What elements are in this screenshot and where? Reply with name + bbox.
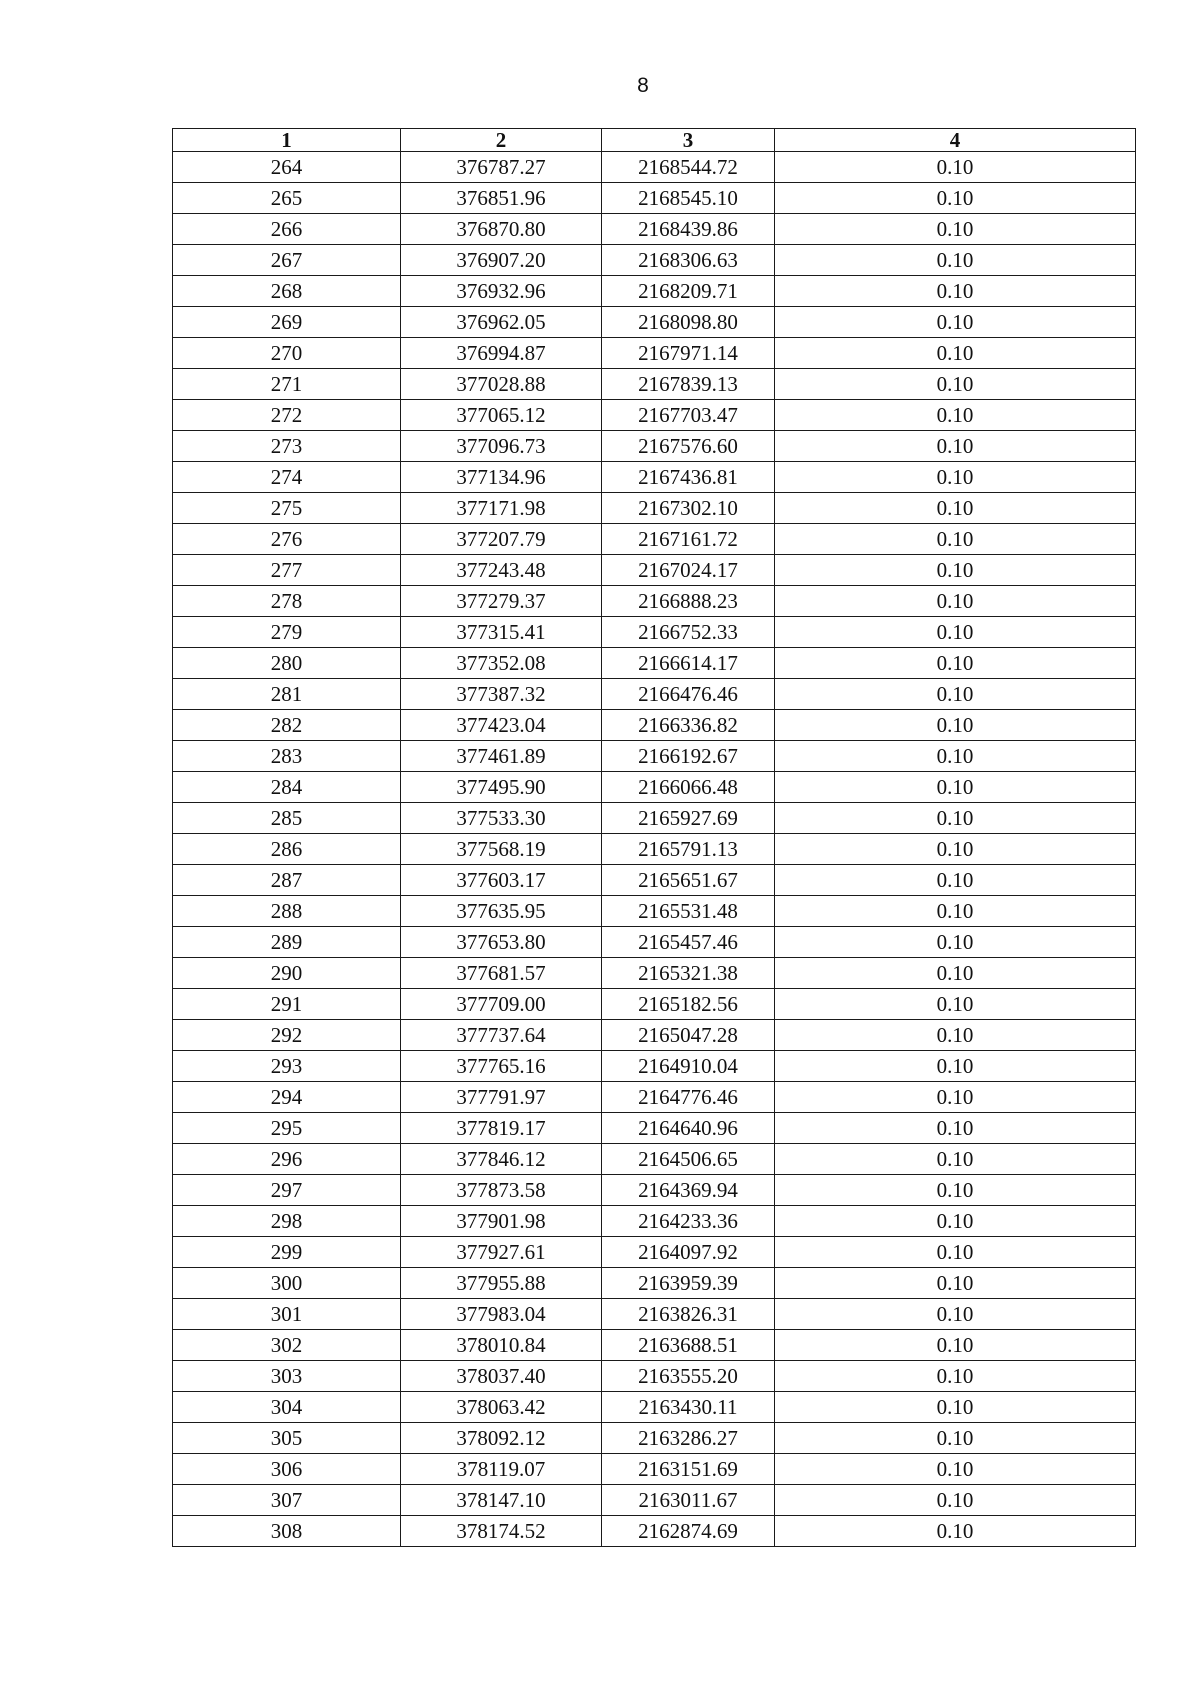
table-row <box>173 1268 1136 1299</box>
table-row <box>173 431 1136 462</box>
x-coordinate-cell: 377461.89 <box>401 741 602 772</box>
accuracy-cell: 0.10 <box>775 710 1136 741</box>
x-coordinate-cell: 377873.58 <box>401 1175 602 1206</box>
point-number-cell: 304 <box>173 1392 401 1423</box>
point-number-cell: 299 <box>173 1237 401 1268</box>
accuracy-cell: 0.10 <box>775 400 1136 431</box>
y-coordinate-cell: 2165531.48 <box>602 896 775 927</box>
y-coordinate-cell: 2163555.20 <box>602 1361 775 1392</box>
y-coordinate-cell: 2167436.81 <box>602 462 775 493</box>
table-row <box>173 307 1136 338</box>
accuracy-cell: 0.10 <box>775 214 1136 245</box>
table-row <box>173 958 1136 989</box>
y-coordinate-cell: 2163011.67 <box>602 1485 775 1516</box>
y-coordinate-cell: 2164097.92 <box>602 1237 775 1268</box>
table-row <box>173 1206 1136 1237</box>
x-coordinate-cell: 377243.48 <box>401 555 602 586</box>
accuracy-cell: 0.10 <box>775 1020 1136 1051</box>
accuracy-cell: 0.10 <box>775 865 1136 896</box>
y-coordinate-cell: 2165791.13 <box>602 834 775 865</box>
point-number-cell: 308 <box>173 1516 401 1547</box>
y-coordinate-cell: 2168209.71 <box>602 276 775 307</box>
x-coordinate-cell: 378063.42 <box>401 1392 602 1423</box>
table-row <box>173 679 1136 710</box>
table-row <box>173 834 1136 865</box>
y-coordinate-cell: 2168545.10 <box>602 183 775 214</box>
point-number-cell: 305 <box>173 1423 401 1454</box>
y-coordinate-cell: 2166336.82 <box>602 710 775 741</box>
x-coordinate-cell: 377495.90 <box>401 772 602 803</box>
accuracy-cell: 0.10 <box>775 338 1136 369</box>
y-coordinate-cell: 2167024.17 <box>602 555 775 586</box>
accuracy-cell: 0.10 <box>775 1175 1136 1206</box>
y-coordinate-cell: 2166476.46 <box>602 679 775 710</box>
point-number-cell: 290 <box>173 958 401 989</box>
table-row <box>173 555 1136 586</box>
point-number-cell: 294 <box>173 1082 401 1113</box>
y-coordinate-cell: 2163826.31 <box>602 1299 775 1330</box>
table-row <box>173 1082 1136 1113</box>
accuracy-cell: 0.10 <box>775 741 1136 772</box>
point-number-cell: 296 <box>173 1144 401 1175</box>
point-number-cell: 291 <box>173 989 401 1020</box>
table-row <box>173 524 1136 555</box>
point-number-cell: 266 <box>173 214 401 245</box>
table-row <box>173 741 1136 772</box>
x-coordinate-cell: 377635.95 <box>401 896 602 927</box>
table-row <box>173 214 1136 245</box>
x-coordinate-cell: 376851.96 <box>401 183 602 214</box>
point-number-cell: 284 <box>173 772 401 803</box>
accuracy-cell: 0.10 <box>775 1361 1136 1392</box>
accuracy-cell: 0.10 <box>775 1485 1136 1516</box>
x-coordinate-cell: 377387.32 <box>401 679 602 710</box>
x-coordinate-cell: 376870.80 <box>401 214 602 245</box>
x-coordinate-cell: 377568.19 <box>401 834 602 865</box>
accuracy-cell: 0.10 <box>775 617 1136 648</box>
table-row <box>173 710 1136 741</box>
point-number-cell: 278 <box>173 586 401 617</box>
x-coordinate-cell: 378092.12 <box>401 1423 602 1454</box>
point-number-cell: 269 <box>173 307 401 338</box>
y-coordinate-cell: 2163151.69 <box>602 1454 775 1485</box>
point-number-cell: 282 <box>173 710 401 741</box>
x-coordinate-cell: 377927.61 <box>401 1237 602 1268</box>
column-header-1: 1 <box>173 129 401 152</box>
accuracy-cell: 0.10 <box>775 307 1136 338</box>
table-row <box>173 369 1136 400</box>
x-coordinate-cell: 377901.98 <box>401 1206 602 1237</box>
table-row <box>173 462 1136 493</box>
x-coordinate-cell: 377134.96 <box>401 462 602 493</box>
point-number-cell: 303 <box>173 1361 401 1392</box>
point-number-cell: 268 <box>173 276 401 307</box>
x-coordinate-cell: 377315.41 <box>401 617 602 648</box>
y-coordinate-cell: 2165457.46 <box>602 927 775 958</box>
y-coordinate-cell: 2163430.11 <box>602 1392 775 1423</box>
y-coordinate-cell: 2164776.46 <box>602 1082 775 1113</box>
accuracy-cell: 0.10 <box>775 431 1136 462</box>
x-coordinate-cell: 377065.12 <box>401 400 602 431</box>
accuracy-cell: 0.10 <box>775 1454 1136 1485</box>
table-row <box>173 1516 1136 1547</box>
table-row <box>173 617 1136 648</box>
y-coordinate-cell: 2168439.86 <box>602 214 775 245</box>
x-coordinate-cell: 377423.04 <box>401 710 602 741</box>
point-number-cell: 271 <box>173 369 401 400</box>
x-coordinate-cell: 377207.79 <box>401 524 602 555</box>
x-coordinate-cell: 377533.30 <box>401 803 602 834</box>
x-coordinate-cell: 378037.40 <box>401 1361 602 1392</box>
coordinates-table <box>172 128 1136 1547</box>
table-row <box>173 927 1136 958</box>
x-coordinate-cell: 377709.00 <box>401 989 602 1020</box>
point-number-cell: 265 <box>173 183 401 214</box>
y-coordinate-cell: 2168306.63 <box>602 245 775 276</box>
point-number-cell: 286 <box>173 834 401 865</box>
table-row <box>173 338 1136 369</box>
y-coordinate-cell: 2166066.48 <box>602 772 775 803</box>
table-row <box>173 1237 1136 1268</box>
x-coordinate-cell: 377171.98 <box>401 493 602 524</box>
y-coordinate-cell: 2167161.72 <box>602 524 775 555</box>
point-number-cell: 288 <box>173 896 401 927</box>
accuracy-cell: 0.10 <box>775 1423 1136 1454</box>
point-number-cell: 289 <box>173 927 401 958</box>
y-coordinate-cell: 2164233.36 <box>602 1206 775 1237</box>
accuracy-cell: 0.10 <box>775 1113 1136 1144</box>
y-coordinate-cell: 2166752.33 <box>602 617 775 648</box>
table-row <box>173 1330 1136 1361</box>
point-number-cell: 275 <box>173 493 401 524</box>
y-coordinate-cell: 2165047.28 <box>602 1020 775 1051</box>
point-number-cell: 301 <box>173 1299 401 1330</box>
x-coordinate-cell: 377028.88 <box>401 369 602 400</box>
page-number: 8 <box>637 74 649 97</box>
table-row <box>173 245 1136 276</box>
accuracy-cell: 0.10 <box>775 586 1136 617</box>
point-number-cell: 285 <box>173 803 401 834</box>
accuracy-cell: 0.10 <box>775 958 1136 989</box>
x-coordinate-cell: 376787.27 <box>401 152 602 183</box>
y-coordinate-cell: 2164640.96 <box>602 1113 775 1144</box>
y-coordinate-cell: 2165321.38 <box>602 958 775 989</box>
table-row <box>173 1051 1136 1082</box>
table-row <box>173 152 1136 183</box>
point-number-cell: 279 <box>173 617 401 648</box>
point-number-cell: 298 <box>173 1206 401 1237</box>
accuracy-cell: 0.10 <box>775 1082 1136 1113</box>
y-coordinate-cell: 2164910.04 <box>602 1051 775 1082</box>
table-row <box>173 586 1136 617</box>
x-coordinate-cell: 377983.04 <box>401 1299 602 1330</box>
table-row <box>173 400 1136 431</box>
x-coordinate-cell: 376932.96 <box>401 276 602 307</box>
table-row <box>173 1485 1136 1516</box>
accuracy-cell: 0.10 <box>775 1051 1136 1082</box>
x-coordinate-cell: 377819.17 <box>401 1113 602 1144</box>
y-coordinate-cell: 2163286.27 <box>602 1423 775 1454</box>
point-number-cell: 267 <box>173 245 401 276</box>
y-coordinate-cell: 2167302.10 <box>602 493 775 524</box>
y-coordinate-cell: 2168544.72 <box>602 152 775 183</box>
x-coordinate-cell: 378174.52 <box>401 1516 602 1547</box>
point-number-cell: 297 <box>173 1175 401 1206</box>
point-number-cell: 280 <box>173 648 401 679</box>
x-coordinate-cell: 377279.37 <box>401 586 602 617</box>
x-coordinate-cell: 377681.57 <box>401 958 602 989</box>
y-coordinate-cell: 2164369.94 <box>602 1175 775 1206</box>
y-coordinate-cell: 2166888.23 <box>602 586 775 617</box>
y-coordinate-cell: 2167971.14 <box>602 338 775 369</box>
table-row <box>173 1020 1136 1051</box>
accuracy-cell: 0.10 <box>775 369 1136 400</box>
point-number-cell: 277 <box>173 555 401 586</box>
table-row <box>173 989 1136 1020</box>
accuracy-cell: 0.10 <box>775 1330 1136 1361</box>
accuracy-cell: 0.10 <box>775 276 1136 307</box>
point-number-cell: 292 <box>173 1020 401 1051</box>
y-coordinate-cell: 2162874.69 <box>602 1516 775 1547</box>
x-coordinate-cell: 378119.07 <box>401 1454 602 1485</box>
point-number-cell: 295 <box>173 1113 401 1144</box>
accuracy-cell: 0.10 <box>775 462 1136 493</box>
accuracy-cell: 0.10 <box>775 1516 1136 1547</box>
x-coordinate-cell: 377352.08 <box>401 648 602 679</box>
x-coordinate-cell: 377765.16 <box>401 1051 602 1082</box>
accuracy-cell: 0.10 <box>775 1392 1136 1423</box>
accuracy-cell: 0.10 <box>775 524 1136 555</box>
table-row <box>173 648 1136 679</box>
point-number-cell: 300 <box>173 1268 401 1299</box>
x-coordinate-cell: 377955.88 <box>401 1268 602 1299</box>
accuracy-cell: 0.10 <box>775 183 1136 214</box>
header-row <box>173 129 1136 152</box>
point-number-cell: 293 <box>173 1051 401 1082</box>
table-row <box>173 772 1136 803</box>
table-row <box>173 1113 1136 1144</box>
table-row <box>173 896 1136 927</box>
table-row <box>173 493 1136 524</box>
y-coordinate-cell: 2168098.80 <box>602 307 775 338</box>
point-number-cell: 307 <box>173 1485 401 1516</box>
point-number-cell: 270 <box>173 338 401 369</box>
x-coordinate-cell: 377603.17 <box>401 865 602 896</box>
accuracy-cell: 0.10 <box>775 989 1136 1020</box>
y-coordinate-cell: 2166614.17 <box>602 648 775 679</box>
accuracy-cell: 0.10 <box>775 648 1136 679</box>
accuracy-cell: 0.10 <box>775 927 1136 958</box>
table-row <box>173 1175 1136 1206</box>
accuracy-cell: 0.10 <box>775 245 1136 276</box>
x-coordinate-cell: 376962.05 <box>401 307 602 338</box>
table-body <box>173 152 1136 1547</box>
accuracy-cell: 0.10 <box>775 679 1136 710</box>
table-row <box>173 1392 1136 1423</box>
table-row <box>173 803 1136 834</box>
point-number-cell: 302 <box>173 1330 401 1361</box>
table-row <box>173 1454 1136 1485</box>
column-header-2: 2 <box>401 129 602 152</box>
x-coordinate-cell: 377737.64 <box>401 1020 602 1051</box>
table-row <box>173 183 1136 214</box>
x-coordinate-cell: 376994.87 <box>401 338 602 369</box>
y-coordinate-cell: 2166192.67 <box>602 741 775 772</box>
accuracy-cell: 0.10 <box>775 803 1136 834</box>
table-row <box>173 1423 1136 1454</box>
accuracy-cell: 0.10 <box>775 1206 1136 1237</box>
point-number-cell: 276 <box>173 524 401 555</box>
accuracy-cell: 0.10 <box>775 1268 1136 1299</box>
column-header-3: 3 <box>602 129 775 152</box>
point-number-cell: 264 <box>173 152 401 183</box>
x-coordinate-cell: 377791.97 <box>401 1082 602 1113</box>
accuracy-cell: 0.10 <box>775 834 1136 865</box>
column-header-4: 4 <box>775 129 1136 152</box>
accuracy-cell: 0.10 <box>775 555 1136 586</box>
y-coordinate-cell: 2167839.13 <box>602 369 775 400</box>
accuracy-cell: 0.10 <box>775 493 1136 524</box>
x-coordinate-cell: 377096.73 <box>401 431 602 462</box>
accuracy-cell: 0.10 <box>775 1237 1136 1268</box>
table-row <box>173 1299 1136 1330</box>
point-number-cell: 306 <box>173 1454 401 1485</box>
point-number-cell: 287 <box>173 865 401 896</box>
accuracy-cell: 0.10 <box>775 896 1136 927</box>
point-number-cell: 283 <box>173 741 401 772</box>
table-row <box>173 865 1136 896</box>
accuracy-cell: 0.10 <box>775 1144 1136 1175</box>
table-row <box>173 1144 1136 1175</box>
point-number-cell: 274 <box>173 462 401 493</box>
y-coordinate-cell: 2163959.39 <box>602 1268 775 1299</box>
table-row <box>173 1361 1136 1392</box>
x-coordinate-cell: 378010.84 <box>401 1330 602 1361</box>
y-coordinate-cell: 2167576.60 <box>602 431 775 462</box>
accuracy-cell: 0.10 <box>775 772 1136 803</box>
x-coordinate-cell: 378147.10 <box>401 1485 602 1516</box>
point-number-cell: 281 <box>173 679 401 710</box>
x-coordinate-cell: 376907.20 <box>401 245 602 276</box>
accuracy-cell: 0.10 <box>775 1299 1136 1330</box>
y-coordinate-cell: 2165651.67 <box>602 865 775 896</box>
point-number-cell: 272 <box>173 400 401 431</box>
y-coordinate-cell: 2165182.56 <box>602 989 775 1020</box>
point-number-cell: 273 <box>173 431 401 462</box>
x-coordinate-cell: 377653.80 <box>401 927 602 958</box>
x-coordinate-cell: 377846.12 <box>401 1144 602 1175</box>
table-row <box>173 276 1136 307</box>
y-coordinate-cell: 2165927.69 <box>602 803 775 834</box>
accuracy-cell: 0.10 <box>775 152 1136 183</box>
y-coordinate-cell: 2164506.65 <box>602 1144 775 1175</box>
y-coordinate-cell: 2167703.47 <box>602 400 775 431</box>
y-coordinate-cell: 2163688.51 <box>602 1330 775 1361</box>
